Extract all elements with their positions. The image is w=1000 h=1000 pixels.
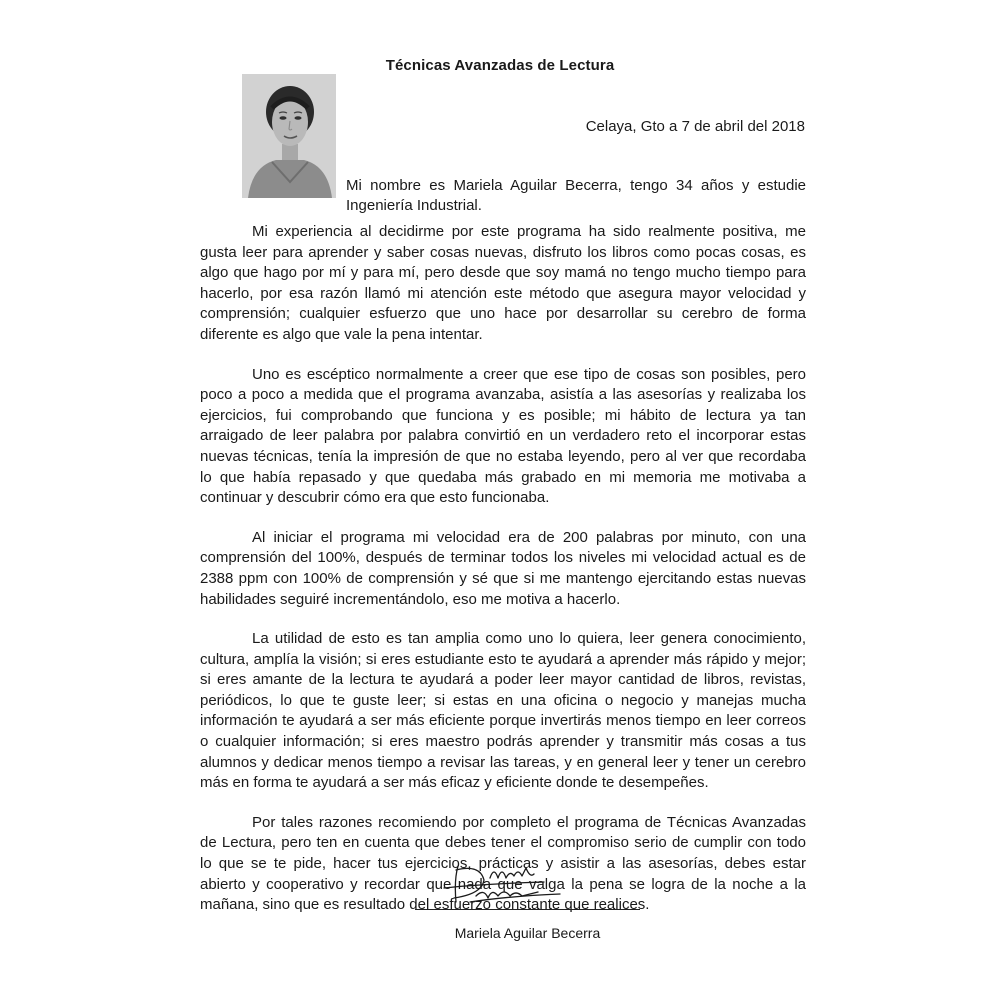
document-title: Técnicas Avanzadas de Lectura: [385, 57, 615, 74]
handwritten-signature: [440, 858, 580, 910]
body-paragraph: Por tales razones recomiendo por completo el programa de Técnicas Avanzadas de Lectura, pero ten en cuenta que debes tener el compromiso serio de cumplir con todo lo que se te pide, hacer tus ejercicios, prácticas y asistir a las asesorías, debes estar abierto y cooperativo y recordar que nada que valga la pena se logra de la noche a la mañana, sino que es resultado del esfuerzo constante que realices.: [200, 813, 806, 914]
signature-line: [415, 909, 640, 910]
signer-name: Mariela Aguilar Becerra: [454, 925, 601, 941]
body-paragraph: Mi experiencia al decidirme por este programa ha sido realmente positiva, me gusta leer para aprender y saber cosas nuevas, disfruto los libros como pocas cosas, es algo que hago por mí y para mí, pero desde que soy mamá no tengo mucho tiempo para hacerlo, por esa razón llamó mi atención este método que asegura mayor velocidad y comprensión; cualquier esfuerzo que uno hace por desarrollar su cerebro de forma diferente es algo que vale la pena intentar.: [200, 223, 806, 343]
author-photo: [242, 74, 336, 198]
body-paragraph: Al iniciar el programa mi velocidad era de 200 palabras por minuto, con una comprensión del 100%, después de terminar todos los niveles mi velocidad actual es de 2388 ppm con 100% de comprensión y sé que si me mantengo ejercitando estas nuevas habilidades seguiré incrementándolo, eso me motiva a hacerlo.: [200, 528, 806, 608]
letter-body: [200, 222, 806, 935]
body-paragraph: Uno es escéptico normalmente a creer que ese tipo de cosas son posibles, pero poco a poco a medida que el programa avanzaba, asistía a las asesorías y realizaba los ejercicios, fui comprobando que funciona y es posible; mi hábito de lectura ya tan arraigado de leer palabra por palabra convirtió en un verdadero reto el incorporar estas nuevas técnicas, tenía la impresión de que no estaba leyendo, pero al ver que recordaba lo que había repasado y que quedaba más grabado en mi memoria me motivaba a continuar y descubrir cómo era que esto funcionaba.: [200, 365, 806, 507]
intro-paragraph: Mi nombre es Mariela Aguilar Becerra, tengo 34 años y estudie Ingeniería Industrial.: [346, 177, 806, 214]
body-paragraph: La utilidad de esto es tan amplia como uno lo quiera, leer genera conocimiento, cultura, amplía la visión; si eres estudiante esto te ayudará a aprender más rápido y mejor; si eres amante de la lectura te ayudará a poder leer mayor cantidad de libros, revistas, periódicos, lo que te guste leer; si estas en una oficina o negocio y manejas mucha información te ayudará a ser más eficiente porque invertirás menos tiempo en leer correos o cualquier información; si eres maestro podrás aprender y transmitir más cosas a tus alumnos y dedicar menos tiempo a revisar las tareas, y en general leer y tener un cerebro más en forma te ayudará a ser más eficaz y eficiente donde te desempeñes.: [200, 630, 806, 792]
date-line: Celaya, Gto a 7 de abril del 2018: [585, 118, 805, 135]
